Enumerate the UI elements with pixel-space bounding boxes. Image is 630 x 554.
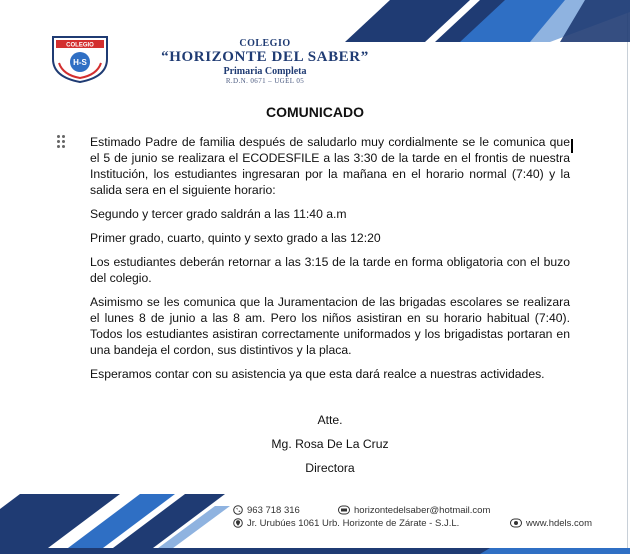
phone-icon xyxy=(233,505,243,515)
school-label: COLEGIO xyxy=(239,38,291,49)
drag-handle-icon[interactable] xyxy=(57,135,67,151)
text-cursor xyxy=(571,139,573,153)
paragraph-return: Los estudiantes deberán retornar a las 3:15 de la tarde en forma obligatoria con el buzo del colegio. xyxy=(90,255,570,285)
contact-address xyxy=(233,518,459,529)
logo-top-text: COLEGIO xyxy=(66,42,94,49)
contact-email xyxy=(338,505,490,516)
document-title: COMUNICADO xyxy=(266,104,364,120)
website-text: www.hdels.com xyxy=(526,518,592,529)
paragraph-oath: Asimismo se les comunica que la Juramentacion de las brigadas escolares se realizara el lunes 8 de junio a las 8 am. Pero los niños asistiran en su horario habitual (7:40). Todos los estudiantes asistiran correctamente uniformados y los brigadistas portaran en una bandeja el cordon, sus distintivos y la placa. xyxy=(90,295,570,357)
paragraph-schedule-2: Primer grado, cuarto, quinto y sexto grado a las 12:20 xyxy=(90,231,381,245)
paragraph-schedule-1: Segundo y tercer grado saldrán a las 11:40 a.m xyxy=(90,207,347,221)
closing-text: Atte. xyxy=(317,413,343,427)
signer-role: Directora xyxy=(305,461,355,475)
document-body[interactable] xyxy=(90,134,570,390)
school-name: “HORIZONTE DEL SABER” xyxy=(161,49,369,65)
signer-name: Mg. Rosa De La Cruz xyxy=(271,437,389,451)
phone-text: 963 718 316 xyxy=(247,505,300,516)
school-heading xyxy=(130,38,400,86)
email-icon xyxy=(338,505,350,515)
page-edge xyxy=(627,0,628,554)
email-text: horizontedelsaber@hotmail.com xyxy=(354,505,491,516)
contact-website xyxy=(510,518,592,529)
location-icon xyxy=(233,518,243,528)
paragraph-closing: Esperamos contar con su asistencia ya que esta dará realce a nuestras actividades. xyxy=(90,367,545,381)
contact-phone xyxy=(233,505,300,516)
address-text: Jr. Urubúes 1061 Urb. Horizonte de Zárate - S.J.L. xyxy=(247,518,460,529)
signature-block xyxy=(210,408,450,480)
school-codes: R.D.N. 0671 – UGEL 05 xyxy=(225,77,305,85)
paragraph-intro xyxy=(90,134,570,198)
school-logo xyxy=(47,33,113,83)
school-level: Primaria Completa xyxy=(223,66,307,77)
logo-initials: H-S xyxy=(73,58,87,67)
web-icon xyxy=(510,518,522,528)
paragraph-intro-text: Estimado Padre de familia después de saludarlo muy cordialmente se le comunica que el 5 de junio se realizara el ECODESFILE a las 3:30 de la tarde en el frontis de nuestra Institución, los estudiantes ingresaran por la mañana en el horario normal (7:40) y la salida sera en el siguiente horario: xyxy=(90,135,570,197)
